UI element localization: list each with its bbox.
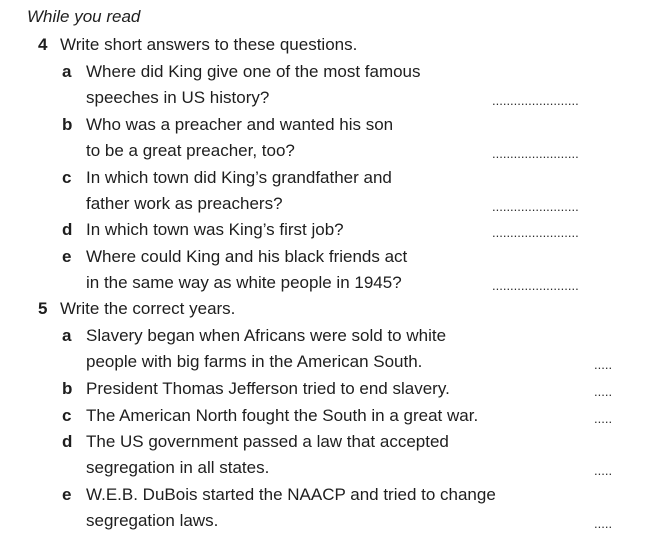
answer-blank[interactable]: .....: [594, 384, 613, 399]
item-letter: c: [62, 406, 72, 425]
item-letter: e: [62, 485, 72, 504]
item-text-line: Who was a preacher and wanted his son: [86, 115, 394, 134]
item-text-line: to be a great preacher, too?: [86, 141, 295, 160]
item-letter: b: [62, 115, 73, 134]
answer-blank[interactable]: ........................: [492, 278, 579, 293]
item-text-line: Where did King give one of the most famous: [86, 62, 421, 81]
item-text-line: segregation laws.: [86, 511, 219, 530]
question-instruction: Write the correct years.: [60, 299, 236, 318]
answer-blank[interactable]: ........................: [492, 199, 579, 214]
item-text-line: The American North fought the South in a great war.: [86, 406, 479, 425]
item-text-line: W.E.B. DuBois started the NAACP and tried to change: [86, 485, 496, 504]
item-letter: d: [62, 432, 73, 451]
item-text-line: In which town was King’s first job?: [86, 220, 344, 239]
answer-blank[interactable]: .....: [594, 516, 613, 531]
item-text-line: In which town did King’s grandfather and: [86, 168, 392, 187]
answer-blank[interactable]: ........................: [492, 93, 579, 108]
section-title: While you read: [27, 7, 141, 26]
question-number: 5: [38, 299, 48, 318]
item-letter: d: [62, 220, 73, 239]
item-letter: b: [62, 379, 73, 398]
item-letter: c: [62, 168, 72, 187]
answer-blank[interactable]: .....: [594, 411, 613, 426]
answer-blank[interactable]: .....: [594, 357, 613, 372]
item-text-line: father work as preachers?: [86, 194, 283, 213]
item-text-line: President Thomas Jefferson tried to end slavery.: [86, 379, 450, 398]
item-text-line: segregation in all states.: [86, 458, 270, 477]
item-letter: a: [62, 62, 72, 81]
question-instruction: Write short answers to these questions.: [60, 35, 358, 54]
item-letter: e: [62, 247, 72, 266]
item-letter: a: [62, 326, 72, 345]
item-text-line: Slavery began when Africans were sold to white: [86, 326, 447, 345]
item-text-line: The US government passed a law that accepted: [86, 432, 449, 451]
item-text-line: speeches in US history?: [86, 88, 270, 107]
answer-blank[interactable]: ........................: [492, 225, 579, 240]
answer-blank[interactable]: .....: [594, 463, 613, 478]
item-text-line: people with big farms in the American South.: [86, 352, 423, 371]
item-text-line: in the same way as white people in 1945?: [86, 273, 402, 292]
answer-blank[interactable]: ........................: [492, 146, 579, 161]
question-number: 4: [38, 35, 48, 54]
item-text-line: Where could King and his black friends act: [86, 247, 408, 266]
